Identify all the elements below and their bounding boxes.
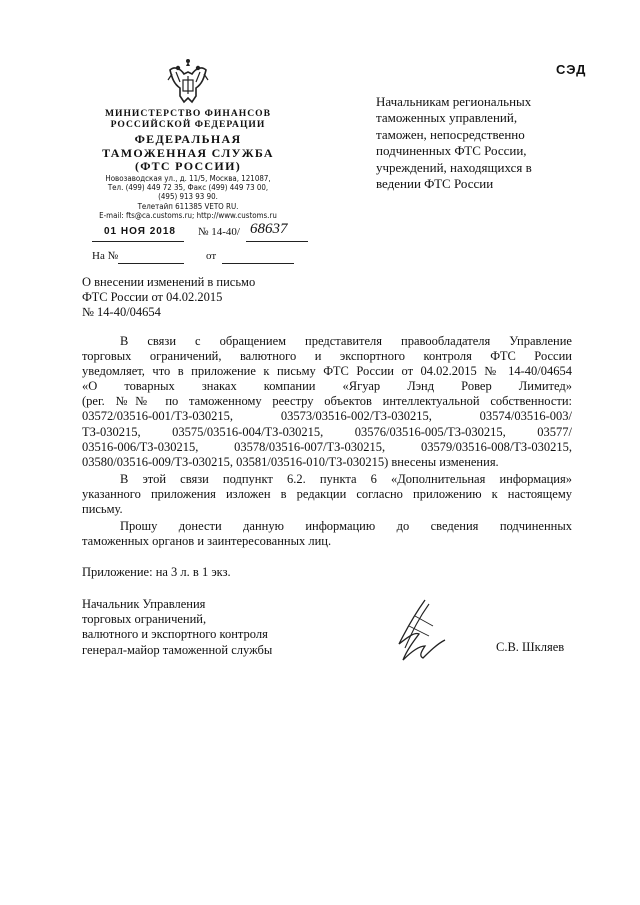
body-line: 03580/03516-009/ТЗ-030215, 03581/03516-010/ТЗ-030215) внесены изменения. <box>82 454 499 469</box>
signer-position-line: торговых ограничений, <box>82 612 207 627</box>
recipient-line: ведении ФТС России <box>376 176 494 192</box>
body-line: торговых ограничений, валютного и экспортного контроля ФТС России <box>82 349 572 364</box>
attachment-note: Приложение: на 3 л. в 1 экз. <box>82 565 231 579</box>
body-line: таможенных органов и заинтересованных лиц. <box>82 534 332 549</box>
body-line: уведомляет, что в приложение к письму ФТС России от 04.02.2015 № 14-40/04654 <box>82 364 572 379</box>
state-emblem-icon <box>166 58 210 108</box>
signer-position-line: генерал-майор таможенной службы <box>82 642 273 657</box>
contact-info <box>88 174 288 220</box>
from-underline <box>222 263 294 264</box>
letter-subject <box>82 275 342 321</box>
body-line: 03572/03516-001/ТЗ-030215, 03573/03516-002/ТЗ-030215, 03574/03516-003/ <box>82 409 572 424</box>
agency-name <box>100 133 276 174</box>
body-line: указанного приложения изложен в редакции согласно приложению к настоящему <box>82 487 572 502</box>
address-line: Новозаводская ул., д. 11/5, Москва, 121087, <box>105 174 271 183</box>
reply-to-label: На № <box>92 250 119 262</box>
sed-mark: СЭД <box>556 62 587 77</box>
recipient-line: Начальникам региональных <box>376 94 532 109</box>
reply-to-underline <box>118 263 184 264</box>
recipient-line: подчиненных ФТС России, <box>376 143 527 159</box>
signer-name: С.В. Шкляев <box>496 640 565 654</box>
from-label: от <box>206 250 217 262</box>
ministry-name <box>100 108 276 130</box>
outgoing-number-label: № 14-40/ <box>198 226 240 238</box>
registration-date-stamp: 01 НОЯ 2018 <box>104 226 176 237</box>
number-underline <box>246 241 308 242</box>
body-line: Прошу донести данную информацию до сведения подчиненных <box>120 519 572 533</box>
ministry-line-2: РОССИЙСКОЙ ФЕДЕРАЦИИ <box>110 119 266 130</box>
subject-line: № 14-40/04654 <box>82 305 161 320</box>
body-paragraph-1 <box>82 334 572 470</box>
subject-line: О внесении изменений в письмо <box>82 275 256 289</box>
body-line: письму. <box>82 502 123 517</box>
body-line: 03516-006/ТЗ-030215, 03578/03516-007/ТЗ-030215, 03579/03516-008/ТЗ-030215, <box>82 439 572 454</box>
signer-position-line: валютного и экспортного контроля <box>82 627 268 642</box>
body-paragraph-2 <box>82 472 572 517</box>
body-line: «О товарных знаках компании «Ягуар Лэнд Ровер Лимитед» <box>82 379 572 394</box>
phone-line-2: (495) 913 93 90. <box>158 192 218 202</box>
phone-fax-line: Тел. (499) 449 72 35, Факс (499) 449 73 00, <box>107 183 269 193</box>
recipient-line: таможенных управлений, <box>376 110 518 126</box>
recipient-line: учреждений, находящихся в <box>376 159 532 175</box>
body-paragraph-3 <box>82 519 572 549</box>
signer-position-line: Начальник Управления <box>82 597 206 611</box>
signer-position <box>82 597 322 658</box>
outgoing-number-handwritten: 68637 <box>250 221 288 237</box>
body-line: ТЗ-030215, 03575/03516-004/ТЗ-030215, 03576/03516-005/ТЗ-030215, 03577/ <box>82 424 572 439</box>
body-line: (рег. №№ по таможенному реестру объектов интеллектуальной собственности: <box>82 394 572 409</box>
ministry-line-1: МИНИСТЕРСТВО ФИНАНСОВ <box>104 108 272 119</box>
agency-line-1: ФЕДЕРАЛЬНАЯ <box>134 132 242 146</box>
date-underline <box>92 241 184 242</box>
body-line: В связи с обращением представителя правообладателя Управление <box>120 334 572 348</box>
email-web-line: E-mail: fts@ca.customs.ru; http://www.customs.ru <box>99 210 277 220</box>
agency-line-2: ТАМОЖЕННАЯ СЛУЖБА <box>102 145 274 160</box>
subject-line: ФТС России от 04.02.2015 <box>82 290 223 305</box>
body-line: В этой связи подпункт 6.2. пункта 6 «Дополнительная информация» <box>120 472 572 486</box>
teletype-line: Телетайп 611385 VETO RU. <box>137 201 239 211</box>
agency-line-3: (ФТС РОССИИ) <box>134 159 241 173</box>
recipient-block <box>376 94 576 192</box>
handwritten-signature <box>385 596 455 666</box>
recipient-line: таможен, непосредственно <box>376 126 525 142</box>
